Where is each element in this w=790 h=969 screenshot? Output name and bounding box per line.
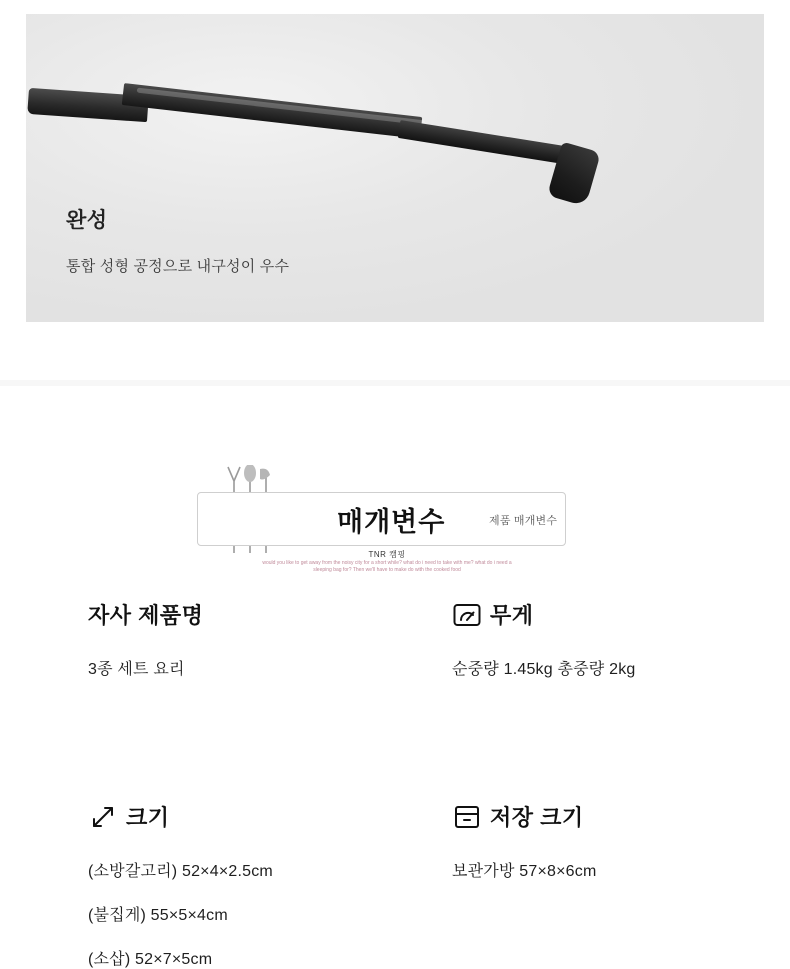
spec-storage-size: [452, 801, 596, 881]
hero-subtitle: 통합 성형 공정으로 내구성이 우수: [66, 258, 290, 275]
temple-arm-segment-rear: [398, 120, 579, 166]
spec-size-body: [88, 858, 273, 969]
spec-weight-header: [452, 599, 636, 630]
spec-size-value-3: (소삽) 52×7×5cm: [88, 951, 213, 968]
spec-product-name-label: 자사 제품명: [88, 603, 204, 628]
spec-product-name-value: 3종 세트 요리: [88, 661, 185, 678]
hero-section: [0, 0, 790, 380]
brand-tagline: would you like to get away from the noisy city for a short while? what do i need to take with me? what do i need a sleeping bag for? Then we'll have to make do with the cooked food: [262, 560, 512, 573]
spec-storage-size-header: [452, 801, 596, 832]
expand-arrows-icon: [88, 802, 118, 832]
spec-size-value-2: (불집게) 55×5×4cm: [88, 907, 228, 924]
spec-product-name-header: [88, 599, 203, 630]
spec-storage-size-value: 보관가방 57×8×6cm: [452, 863, 597, 880]
spec-weight-value: 순중량 1.45kg 총중량 2kg: [452, 661, 636, 678]
spec-weight: [452, 599, 636, 679]
parameters-title: 매개변수: [337, 507, 446, 537]
spec-weight-label: 무게: [490, 603, 534, 628]
spec-size: [88, 801, 273, 969]
weight-scale-icon: [452, 600, 482, 630]
brand-name: TNR 캠핑: [368, 550, 406, 559]
spec-size-value-1: (소방갈고리) 52×4×2.5cm: [88, 863, 273, 880]
spec-storage-size-label: 저장 크기: [490, 805, 584, 830]
spec-storage-size-body: [452, 858, 596, 881]
parameters-section: [0, 386, 790, 968]
parameters-subtitle: 제품 매개변수: [489, 515, 558, 527]
hero-image-card: [26, 14, 764, 322]
spec-size-label: 크기: [126, 805, 170, 830]
spec-product-name-body: [88, 656, 203, 679]
hero-title: 완성: [66, 209, 108, 232]
spec-product-name: [88, 599, 203, 679]
spec-size-header: [88, 801, 273, 832]
storage-box-icon: [452, 802, 482, 832]
spec-weight-body: [452, 656, 636, 679]
